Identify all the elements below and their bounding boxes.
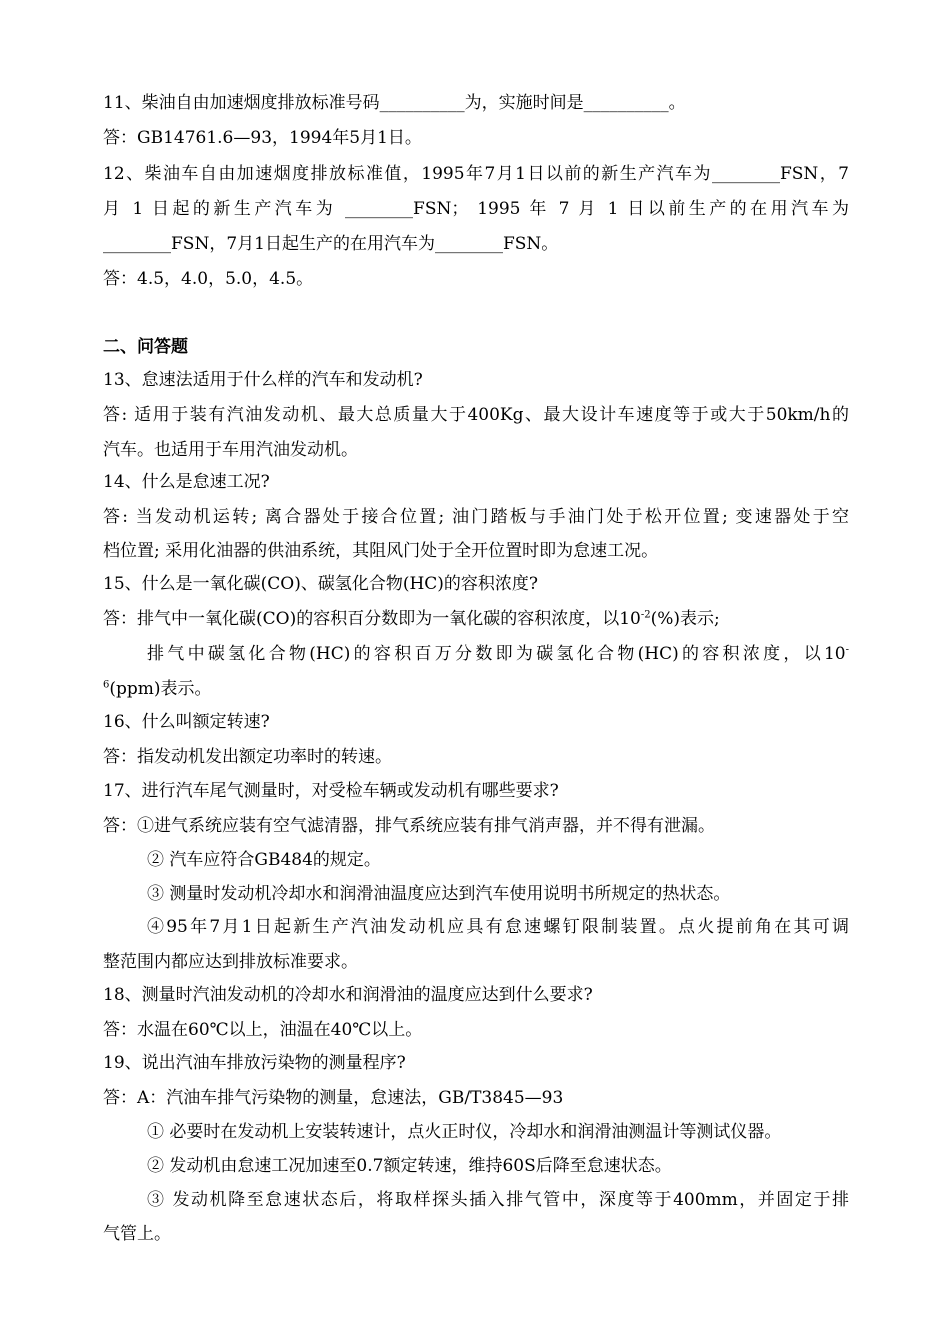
answer-14-line-2: 档位置; 采用化油器的供油系统，其阻风门处于全开位置时即为怠速工况。 xyxy=(103,541,659,561)
answer-15-hc-text: 排气中碳氢化合物(HC)的容积百万分数即为碳氢化合物(HC)的容积浓度，以10 xyxy=(147,644,846,664)
answer-19-step-3-line-1: ③ 发动机降至怠速状态后，将取样探头插入排气管中，深度等于400mm，并固定于排 xyxy=(147,1190,849,1210)
answer-15-line-2 xyxy=(147,643,849,665)
answer-13-line-2: 汽车。也适用于车用汽油发动机。 xyxy=(103,440,358,460)
question-17: 17、进行汽车尾气测量时，对受检车辆或发动机有哪些要求? xyxy=(103,781,559,801)
answer-15-hc-unit: (ppm)表示。 xyxy=(109,679,212,699)
answer-15-line-1 xyxy=(103,608,720,630)
answer-19-step-3-line-2: 气管上。 xyxy=(103,1224,171,1244)
question-12-line-1: 12、柴油车自由加速烟度排放标准值，1995年7月1日以前的新生产汽车为________FSN，7 xyxy=(103,164,849,184)
answer-19-heading: 答：A：汽油车排气污染物的测量，怠速法，GB/T3845—93 xyxy=(103,1088,564,1108)
question-16: 16、什么叫额定转速? xyxy=(103,712,270,732)
answer-13-line-1: 答: 适用于装有汽油发动机、最大总质量大于400Kg、最大设计车速度等于或大于50km/h的 xyxy=(103,405,849,425)
answer-16: 答：指发动机发出额定功率时的转速。 xyxy=(103,747,392,767)
superscript: -2 xyxy=(640,609,651,621)
answer-17-item-4-line-1: ④95年7月1日起新生产汽油发动机应具有怠速螺钉限制装置。点火提前角在其可调 xyxy=(147,917,849,937)
answer-19-step-1: ① 必要时在发动机上安装转速计，点火正时仪，冷却水和润滑油测温计等测试仪器。 xyxy=(147,1122,782,1142)
answer-17-item-4-line-2: 整范围内都应达到排放标准要求。 xyxy=(103,952,358,972)
answer-15-line-3 xyxy=(103,678,212,700)
question-13: 13、怠速法适用于什么样的汽车和发动机? xyxy=(103,370,423,390)
question-14: 14、什么是怠速工况? xyxy=(103,472,270,492)
question-18: 18、测量时汽油发动机的冷却水和润滑油的温度应达到什么要求? xyxy=(103,985,593,1005)
question-12-line-2: 月 1 日起的新生产汽车为 ________FSN； 1995 年 7 月 1 日以前生产的在用汽车为 xyxy=(103,199,849,219)
answer-15-unit: (%)表示; xyxy=(650,609,720,629)
question-15: 15、什么是一氧化碳(CO)、碳氢化合物(HC)的容积浓度? xyxy=(103,574,539,594)
answer-17-item-3: ③ 测量时发动机冷却水和润滑油温度应达到汽车使用说明书所规定的热状态。 xyxy=(147,884,731,904)
question-19: 19、说出汽油车排放污染物的测量程序? xyxy=(103,1053,406,1073)
superscript: 6 xyxy=(103,679,110,691)
answer-14-line-1: 答: 当发动机运转; 离合器处于接合位置; 油门踏板与手油门处于松开位置; 变速器处于空 xyxy=(103,507,849,527)
answer-19-step-2: ② 发动机由怠速工况加速至0.7额定转速，维持60S后降至怠速状态。 xyxy=(147,1156,672,1176)
answer-11: 答：GB14761.6—93，1994年5月1日。 xyxy=(103,128,422,148)
question-11: 11、柴油自由加速烟度排放标准号码__________为，实施时间是__________。 xyxy=(103,93,686,113)
answer-15-text: 答：排气中一氧化碳(CO)的容积百分数即为一氧化碳的容积浓度，以10 xyxy=(103,609,641,629)
answer-18: 答：水温在60℃以上，油温在40℃以上。 xyxy=(103,1020,423,1040)
section-heading: 二、问答题 xyxy=(103,337,188,357)
answer-17-item-2: ② 汽车应符合GB484的规定。 xyxy=(147,850,381,870)
superscript: - xyxy=(845,644,849,656)
answer-12: 答：4.5，4.0，5.0，4.5。 xyxy=(103,269,314,289)
question-12-line-3: ________FSN，7月1日起生产的在用汽车为________FSN。 xyxy=(103,234,559,254)
answer-17-item-1: 答：①进气系统应装有空气滤清器，排气系统应装有排气消声器，并不得有泄漏。 xyxy=(103,816,715,836)
